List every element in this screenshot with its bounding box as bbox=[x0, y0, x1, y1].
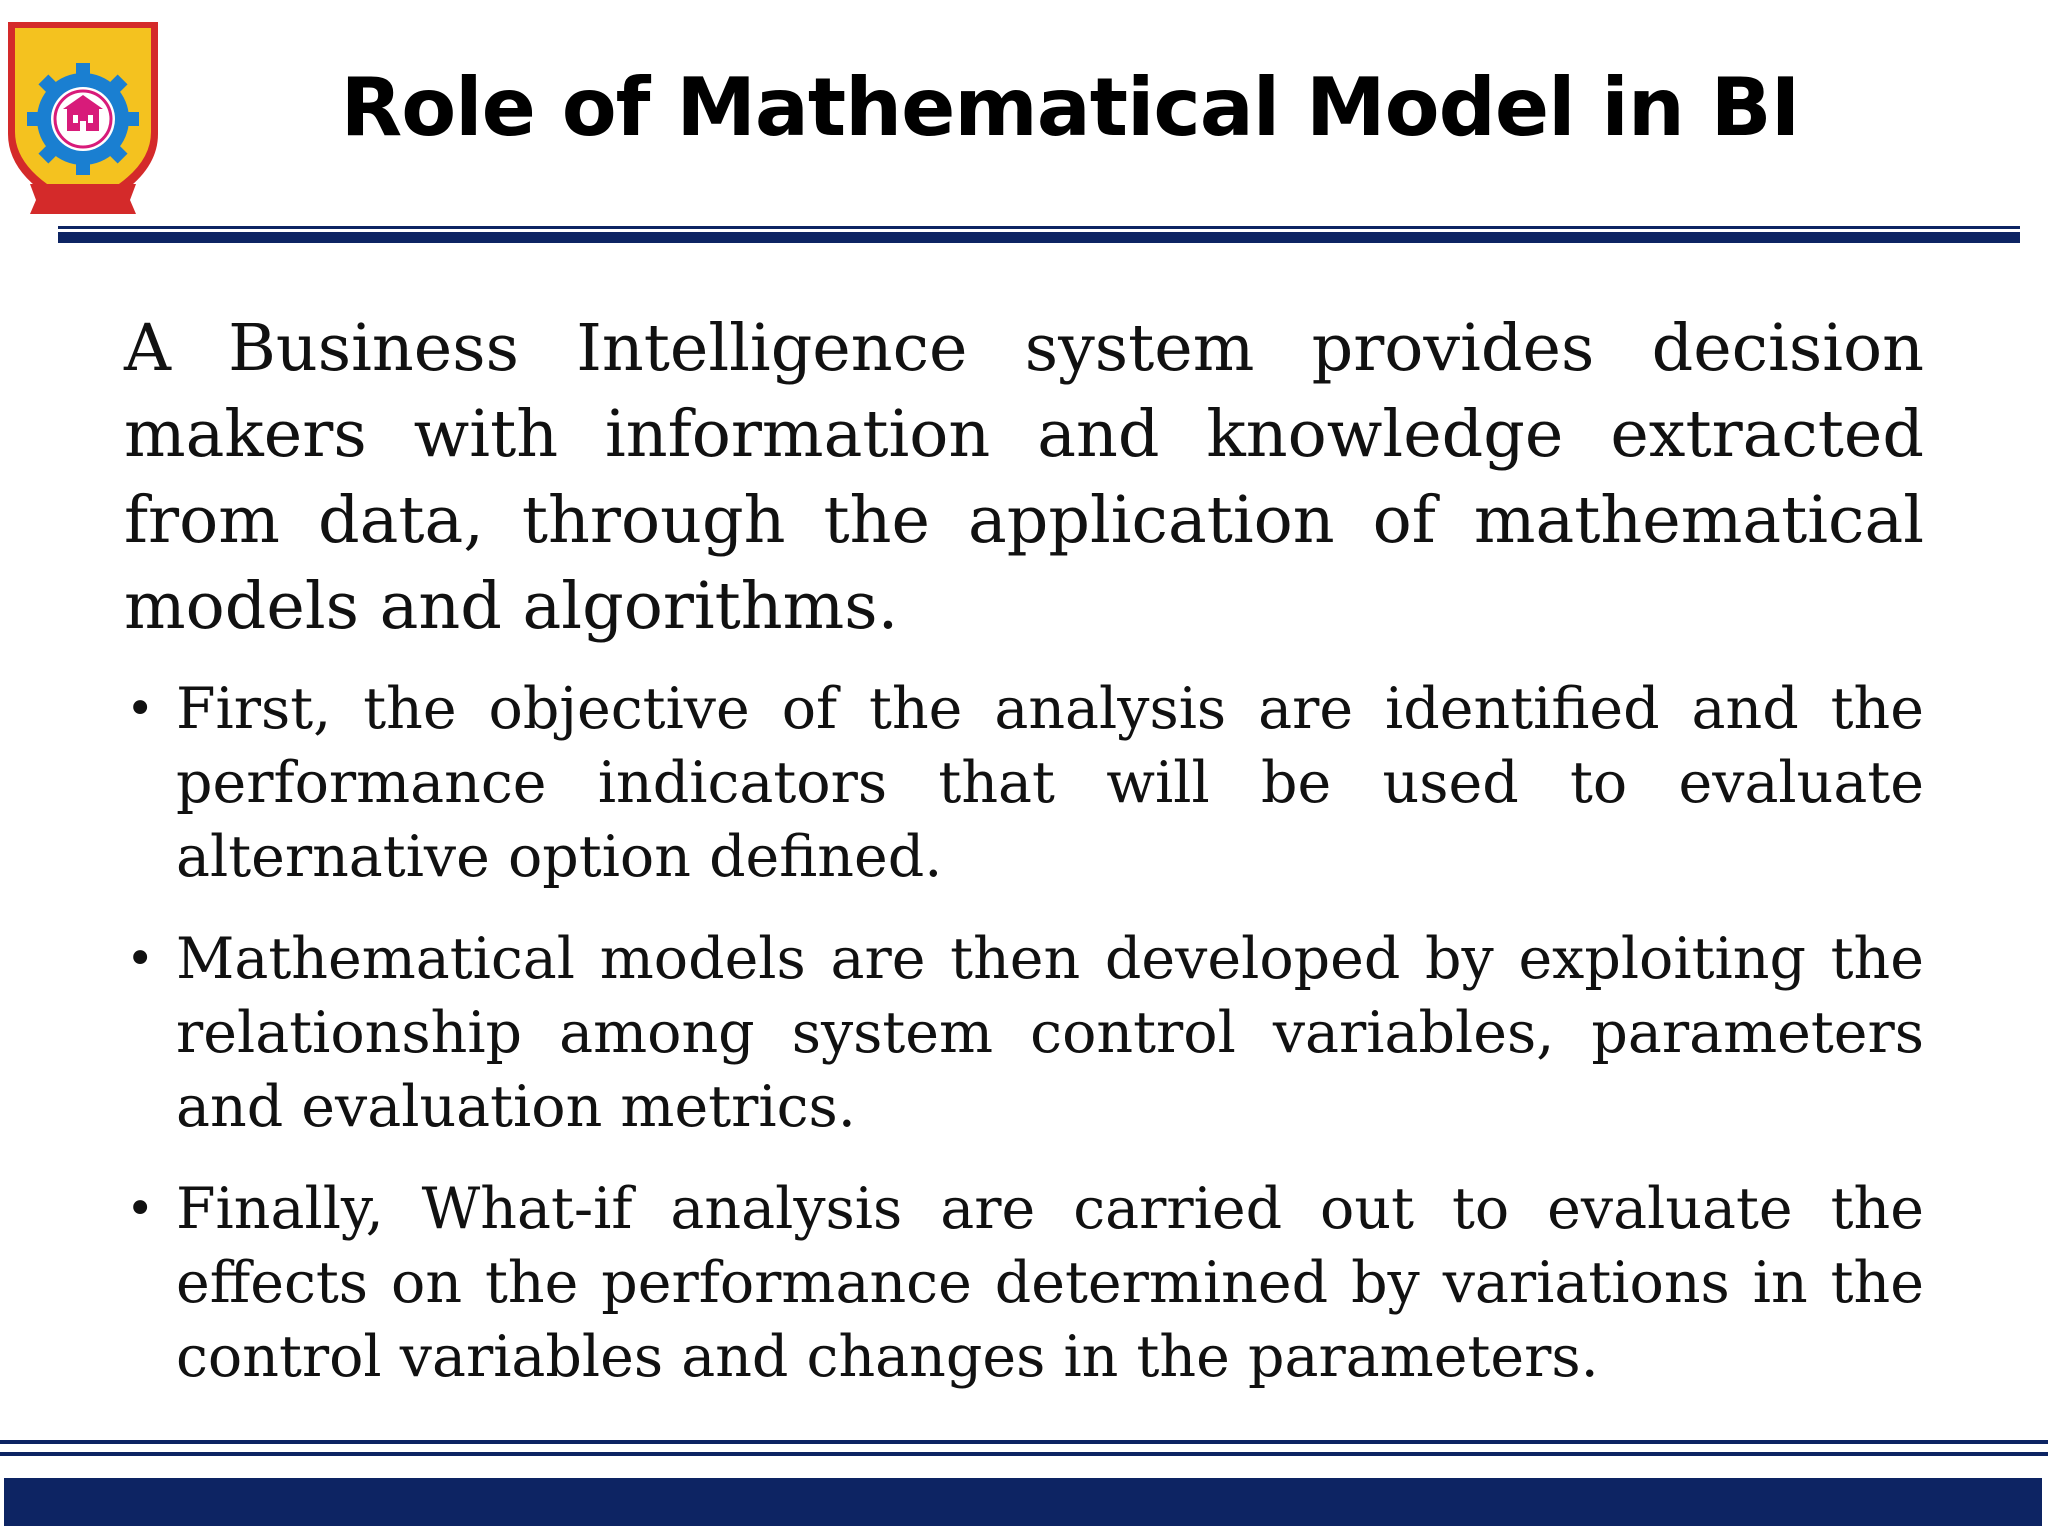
bullet-icon: • bbox=[126, 681, 155, 737]
college-emblem-icon bbox=[2, 14, 164, 224]
bullet-text: Finally, What-if analysis are carried out to evaluate the effects on the performance determined by variations in the control variables and changes in the parameters. bbox=[176, 1176, 1924, 1390]
bullet-item bbox=[124, 1172, 1924, 1394]
lead-paragraph: A Business Intelligence system provides decision makers with information and knowledge extracted from data, through the application of mathematical models and algorithms. bbox=[124, 311, 1924, 644]
bullet-text: First, the objective of the analysis are identified and the performance indicators that will be used to evaluate alternative option defined. bbox=[176, 676, 1924, 890]
title-divider-thin bbox=[58, 226, 2020, 229]
footer-divider-line bbox=[0, 1452, 2048, 1456]
bullet-icon: • bbox=[126, 1181, 155, 1237]
bullet-item bbox=[124, 672, 1924, 894]
footer-band bbox=[4, 1478, 2042, 1526]
bullet-text: Mathematical models are then developed by exploiting the relationship among system control variables, parameters and evaluation metrics. bbox=[176, 926, 1924, 1140]
bullet-icon: • bbox=[126, 931, 155, 987]
slide-body bbox=[124, 306, 1924, 1422]
slide-title: Role of Mathematical Model in BI bbox=[340, 61, 1800, 154]
title-divider-thick bbox=[58, 232, 2020, 243]
bullet-list bbox=[124, 672, 1924, 1394]
college-logo bbox=[2, 14, 164, 224]
footer-divider-line bbox=[0, 1440, 2048, 1444]
bullet-item bbox=[124, 922, 1924, 1144]
